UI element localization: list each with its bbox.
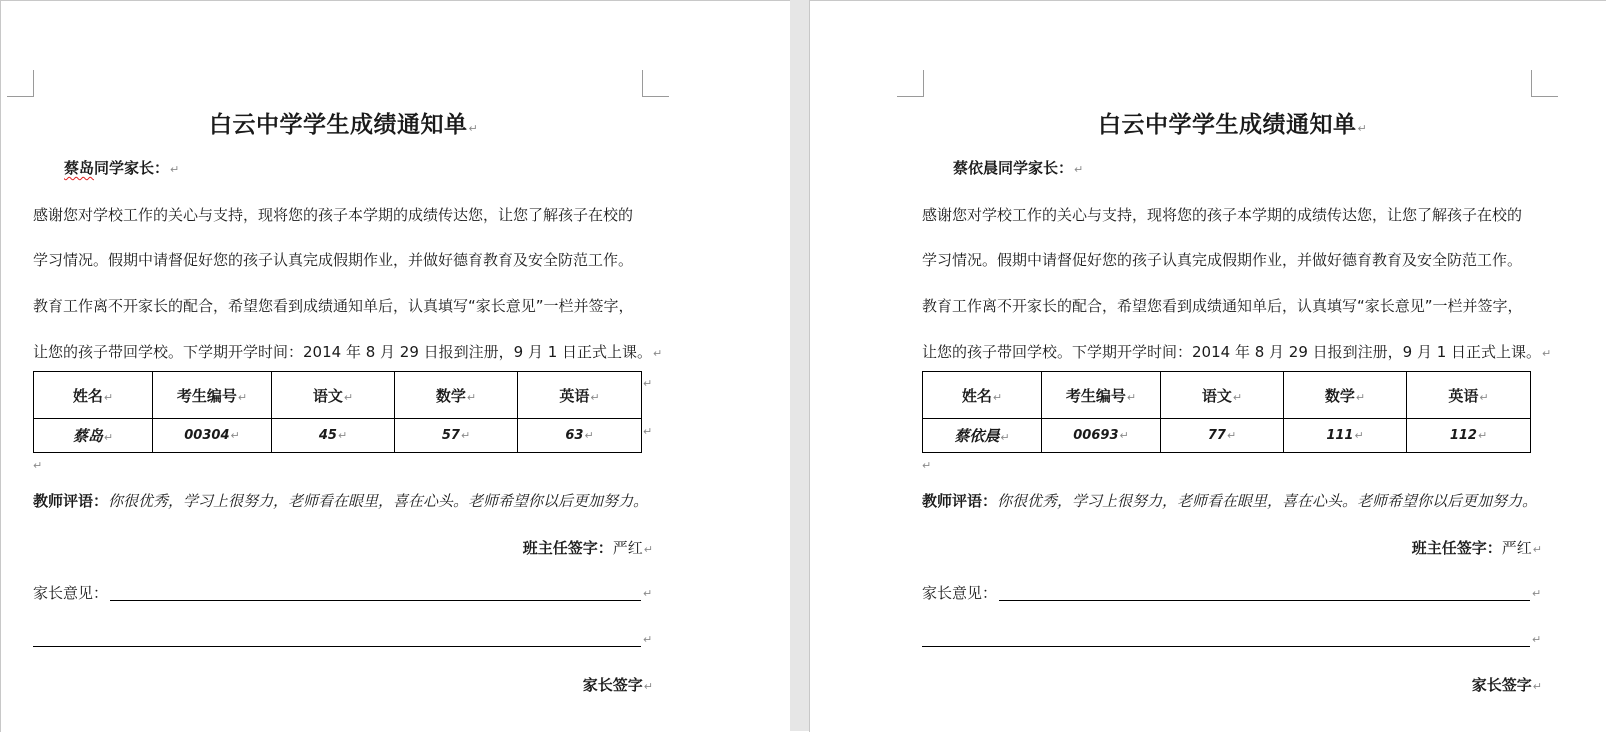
crop-mark-top-left [897,70,924,97]
table-row [923,419,1531,453]
table-header-cell: 考生编号↵ [153,372,272,419]
salutation: 蔡依晨同学家长：↵ [953,159,1084,177]
table-cell: 57↵ [395,419,518,453]
document-page-1[interactable] [0,0,790,732]
empty-paragraph-mark: ↵ [922,459,932,472]
parent-opinion-label: 家长意见： [922,584,998,602]
student-name: 蔡岛 [64,159,95,177]
head-teacher-signature: 班主任签字：严红↵ [522,539,653,557]
table-header-cell: 姓名↵ [923,372,1042,419]
parent-signature: 家长签字↵ [582,676,653,694]
body-line: 教育工作离不开家长的配合，希望您看到成绩通知单后，认真填写“家长意见”一栏并签字， [922,297,1523,315]
parent-opinion-line-2[interactable] [922,646,1530,647]
row-end-mark: ↵ [643,377,653,390]
body-line: 教育工作离不开家长的配合，希望您看到成绩通知单后，认真填写“家长意见”一栏并签字， [33,297,634,315]
notice-title: 白云中学学生成绩通知单↵ [209,112,479,138]
teacher-comment: 教师评语：你很优秀，学习上很努力，老师看在眼里，喜在心头。老师希望你以后更加努力。 [33,492,649,510]
teacher-comment: 教师评语：你很优秀，学习上很努力，老师看在眼里，喜在心头。老师希望你以后更加努力。 [922,492,1538,510]
document-page-2[interactable] [809,0,1606,732]
head-teacher-signature: 班主任签字：严红↵ [1411,539,1542,557]
line-end-mark: ↵ [1532,587,1542,600]
table-header-cell: 英语↵ [518,372,642,419]
page-gap [789,0,810,731]
score-table [922,371,1531,453]
student-name: 蔡依晨 [953,159,999,177]
table-cell: 00693↵ [1042,419,1161,453]
table-header-cell: 语文↵ [272,372,395,419]
body-line: 学习情况。假期中请督促好您的孩子认真完成假期作业，并做好德育教育及安全防范工作。 [33,251,634,269]
table-cell: 111↵ [1284,419,1407,453]
score-table [33,371,642,453]
line-end-mark: ↵ [1532,633,1542,646]
body-line: 感谢您对学校工作的关心与支持，现将您的孩子本学期的成绩传达您，让您了解孩子在校的 [922,206,1523,224]
empty-paragraph-mark: ↵ [33,459,43,472]
table-header-cell: 英语↵ [1407,372,1531,419]
parent-opinion-line-2[interactable] [33,646,641,647]
crop-mark-top-right [1531,70,1558,97]
parent-opinion-line-1[interactable] [110,600,641,601]
table-cell: 蔡岛↵ [34,419,153,453]
crop-mark-top-right [642,70,669,97]
table-header-cell: 姓名↵ [34,372,153,419]
table-header-row [34,372,642,419]
table-header-row [923,372,1531,419]
table-cell: 45↵ [272,419,395,453]
table-header-cell: 语文↵ [1161,372,1284,419]
parent-opinion-line-1[interactable] [999,600,1530,601]
body-line: 让您的孩子带回学校。下学期开学时间：2014 年 8 月 29 日报到注册，9 月 1 日正式上课。↵ [922,343,1552,361]
body-line: 让您的孩子带回学校。下学期开学时间：2014 年 8 月 29 日报到注册，9 月 1 日正式上课。↵ [33,343,663,361]
table-row [34,419,642,453]
table-header-cell: 数学↵ [395,372,518,419]
table-cell: 蔡依晨↵ [923,419,1042,453]
table-header-cell: 考生编号↵ [1042,372,1161,419]
table-cell: 112↵ [1407,419,1531,453]
salutation: 蔡岛同学家长：↵ [64,159,180,177]
notice-title: 白云中学学生成绩通知单↵ [1098,112,1368,138]
crop-mark-top-left [7,70,34,97]
table-cell: 77↵ [1161,419,1284,453]
line-end-mark: ↵ [643,587,653,600]
parent-signature: 家长签字↵ [1471,676,1542,694]
body-line: 学习情况。假期中请督促好您的孩子认真完成假期作业，并做好德育教育及安全防范工作。 [922,251,1523,269]
line-end-mark: ↵ [643,633,653,646]
table-header-cell: 数学↵ [1284,372,1407,419]
table-cell: 63↵ [518,419,642,453]
table-cell: 00304↵ [153,419,272,453]
body-line: 感谢您对学校工作的关心与支持，现将您的孩子本学期的成绩传达您，让您了解孩子在校的 [33,206,634,224]
parent-opinion-label: 家长意见： [33,584,109,602]
row-end-mark: ↵ [643,425,653,438]
